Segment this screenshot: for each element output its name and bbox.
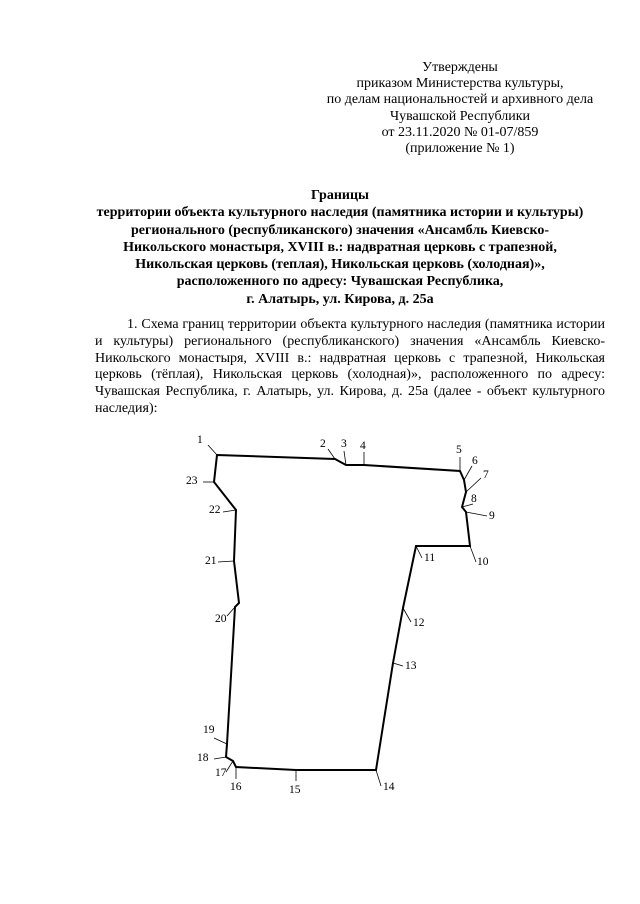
point-label: 11 — [424, 552, 436, 564]
leader-line — [214, 757, 226, 759]
leader-line — [223, 510, 236, 512]
leader-line — [466, 478, 481, 492]
approval-line: от 23.11.2020 № 01-07/859 — [381, 124, 539, 140]
point-label: 14 — [383, 781, 395, 793]
leader-line — [466, 512, 487, 516]
leader-line — [416, 546, 422, 558]
title-line: Никольская церковь (теплая), Никольская церковь (холодная)», — [135, 257, 545, 273]
point-label: 10 — [477, 556, 489, 568]
leader-line — [226, 761, 233, 772]
leader-line — [464, 466, 472, 480]
leader-line — [214, 738, 227, 744]
point-label: 22 — [209, 504, 221, 516]
title-line: территории объекта культурного наследия (памятника истории и культуры) — [96, 205, 584, 221]
point-labels — [186, 434, 495, 796]
point-label: 4 — [360, 440, 366, 452]
point-label: 5 — [456, 444, 462, 456]
leader-line — [470, 546, 476, 562]
leader-line — [208, 445, 217, 455]
point-label: 13 — [405, 660, 417, 672]
point-label: 12 — [413, 617, 425, 629]
point-label: 23 — [186, 475, 198, 487]
approval-line: по делам национальностей и архивного дела — [326, 92, 594, 108]
point-label: 2 — [320, 438, 326, 450]
point-label: 3 — [341, 438, 347, 450]
point-label: 17 — [215, 767, 227, 779]
point-label: 21 — [205, 555, 217, 567]
title-line: г. Алатырь, ул. Кирова, д. 25а — [246, 291, 434, 307]
point-label: 16 — [230, 781, 242, 793]
leader-line — [344, 451, 346, 465]
title-line: Границы — [311, 188, 369, 203]
boundary-polygon — [214, 455, 470, 770]
leader-line — [393, 663, 403, 666]
point-label: 8 — [471, 493, 477, 505]
leader-line — [328, 449, 335, 459]
approval-line: Утверждены — [422, 60, 498, 75]
point-label: 18 — [197, 752, 209, 764]
approval-line: (приложение № 1) — [405, 141, 515, 157]
approval-line: Чувашской Республики — [389, 108, 531, 124]
title-line: Никольского монастыря, XVIII в.: надвратная церковь с трапезной, — [123, 239, 557, 255]
scheme-paragraph: 1. Схема границ территории объекта культурного наследия (памятника истории и культуры) регионального (республиканского) значения «Ансамбль Киевско-Никольского монастыря, XVIII в.: надвратная церковь с трапезной, Никольская церковь (тёплая), Никольская церковь (холодная)», расположенного по адресу: Чувашская Республика, г. Алатырь, ул. Кирова, д. 25а (далее - объект культурного наследия): — [95, 317, 605, 416]
point-label: 20 — [215, 613, 227, 625]
label-leaders — [203, 445, 487, 786]
point-label: 6 — [472, 455, 478, 467]
leader-line — [218, 561, 234, 562]
title-line: расположенного по адресу: Чувашская Республика, — [176, 274, 504, 290]
point-label: 19 — [203, 724, 215, 736]
point-label: 7 — [483, 469, 489, 481]
approval-line: приказом Министерства культуры, — [356, 76, 564, 92]
title-line: регионального (республиканского) значения «Ансамбль Киевско- — [130, 222, 549, 238]
leader-line — [376, 770, 381, 786]
point-label: 15 — [289, 784, 301, 796]
leader-line — [403, 608, 411, 622]
point-label: 1 — [197, 434, 203, 446]
point-label: 9 — [489, 510, 495, 522]
